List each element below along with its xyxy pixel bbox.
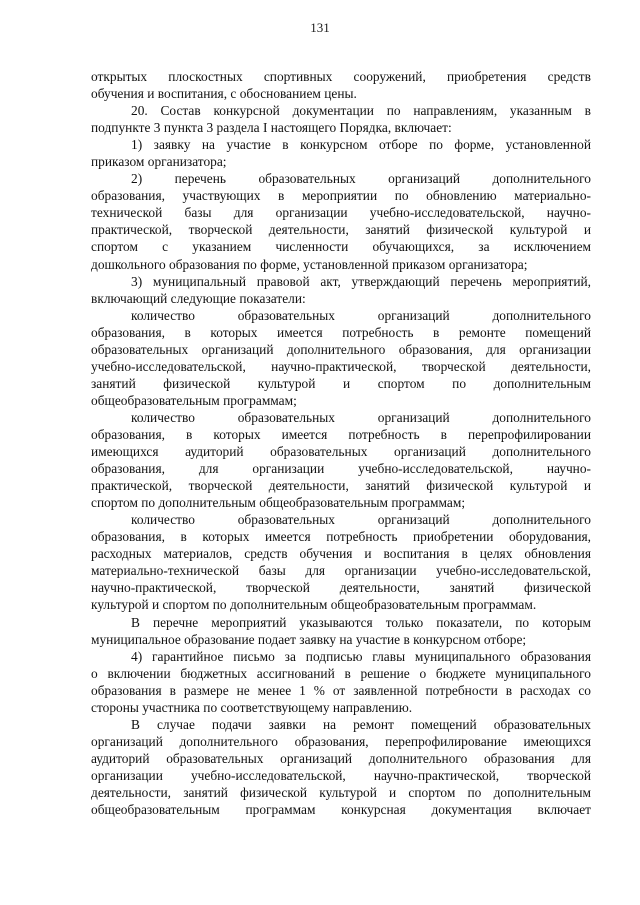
text-line: приказом организатора; [91,154,227,170]
text-line: организаций дополнительного образования, перепрофилирование имеющихся [91,733,591,749]
paragraph-p-3a [91,307,591,409]
text-line: 3) муниципальный правовой акт, утверждающий перечень мероприятий, [131,273,591,289]
text-line: 20. Состав конкурсной документации по направлениям, указанным в [131,103,591,119]
text-line: количество образовательных организаций дополнительного [131,512,591,528]
page-number: 131 [310,20,330,35]
paragraph-p-20 [91,102,591,136]
text-line: открытых плоскостных спортивных сооружений, приобретения средств [91,69,591,84]
text-line: образования, в которых имеется потребность в ремонте помещений [91,324,591,340]
text-line: образования в размере не менее 1 % от заявленной потребности в расходах со [91,682,591,698]
text-line: стороны участника по соответствующему направлению. [91,699,413,715]
paragraph-p-2 [91,170,591,272]
text-line: технической базы для организации учебно-исследовательской, научно- [91,205,591,221]
text-line: образования, в которых имеется потребность приобретении оборудования, [91,529,591,545]
text-line: 4) гарантийное письмо за подписью главы муниципального образования [131,648,591,664]
paragraph-p-1 [91,136,591,170]
text-line: 1) заявку на участие в конкурсном отборе по форме, установленной [131,137,591,153]
text-line: материально-технической базы для организации учебно-исследовательской, [91,563,591,579]
paragraph-p-3b [91,409,591,511]
paragraph-p-final [91,716,591,818]
text-line: В случае подачи заявки на ремонт помещений образовательных [131,716,591,732]
paragraph-p-3d [91,614,591,648]
text-line: количество образовательных организаций дополнительного [131,409,591,425]
text-line: подпункте 3 пункта 3 раздела I настоящего Порядка, включает: [91,120,452,136]
text-line: учебно-исследовательской, научно-практической, творческой деятельности, [91,358,591,374]
text-line: практической, творческой деятельности, занятий физической культурой и [91,478,591,494]
paragraph-p-cont [91,68,591,102]
text-line: количество образовательных организаций дополнительного [131,307,591,323]
text-line: образовательных организаций дополнительного образования, для организации [91,341,591,357]
text-line: муниципальное образование подает заявку на участие в конкурсном отборе; [91,631,527,647]
text-line: В перечне мероприятий указываются только показатели, по которым [131,614,591,630]
text-line: включающий следующие показатели: [91,290,306,306]
text-line: о включении бюджетных ассигнований в решение о бюджете муниципального [91,665,591,681]
text-line: обучения и воспитания, с обоснованием цены. [91,86,357,102]
text-line: занятий физической культурой и спортом по дополнительным [91,375,591,391]
paragraph-p-4 [91,648,591,716]
text-line: научно-практической, творческой деятельности, занятий физической [91,580,591,596]
text-line: культурой и спортом по дополнительным общеобразовательным программам. [91,597,537,613]
text-line: 2) перечень образовательных организаций дополнительного [131,171,591,187]
text-line: образования, для организации учебно-исследовательской, научно- [91,461,591,477]
text-line: образования, в которых имеется потребность в перепрофилировании [91,426,591,442]
text-line: образования, участвующих в мероприятии по обновлению материально- [91,188,591,204]
text-line: спортом по дополнительным общеобразовательным программам; [91,495,466,511]
text-line: общеобразовательным программам; [91,392,297,408]
text-line: организации учебно-исследовательской, научно-практической, творческой [91,767,591,783]
paragraph-p-3 [91,273,591,307]
text-line: спортом с указанием численности обучающихся, за исключением [91,239,591,255]
text-line: общеобразовательным программам конкурсная документация включает [91,802,591,818]
text-line: имеющихся аудиторий образовательных организаций дополнительного [91,444,591,460]
text-line: деятельности, занятий физической культурой и спортом по дополнительным [91,784,591,800]
text-line: аудиторий образовательных организаций дополнительного образования для [91,750,591,766]
text-line: практической, творческой деятельности, занятий физической культурой и [91,222,591,238]
text-line: расходных материалов, средств обучения и воспитания в целях обновления [91,546,591,562]
text-line: дошкольного образования по форме, установленной приказом организатора; [91,256,528,272]
document-body [91,68,591,818]
paragraph-p-3c [91,511,591,613]
